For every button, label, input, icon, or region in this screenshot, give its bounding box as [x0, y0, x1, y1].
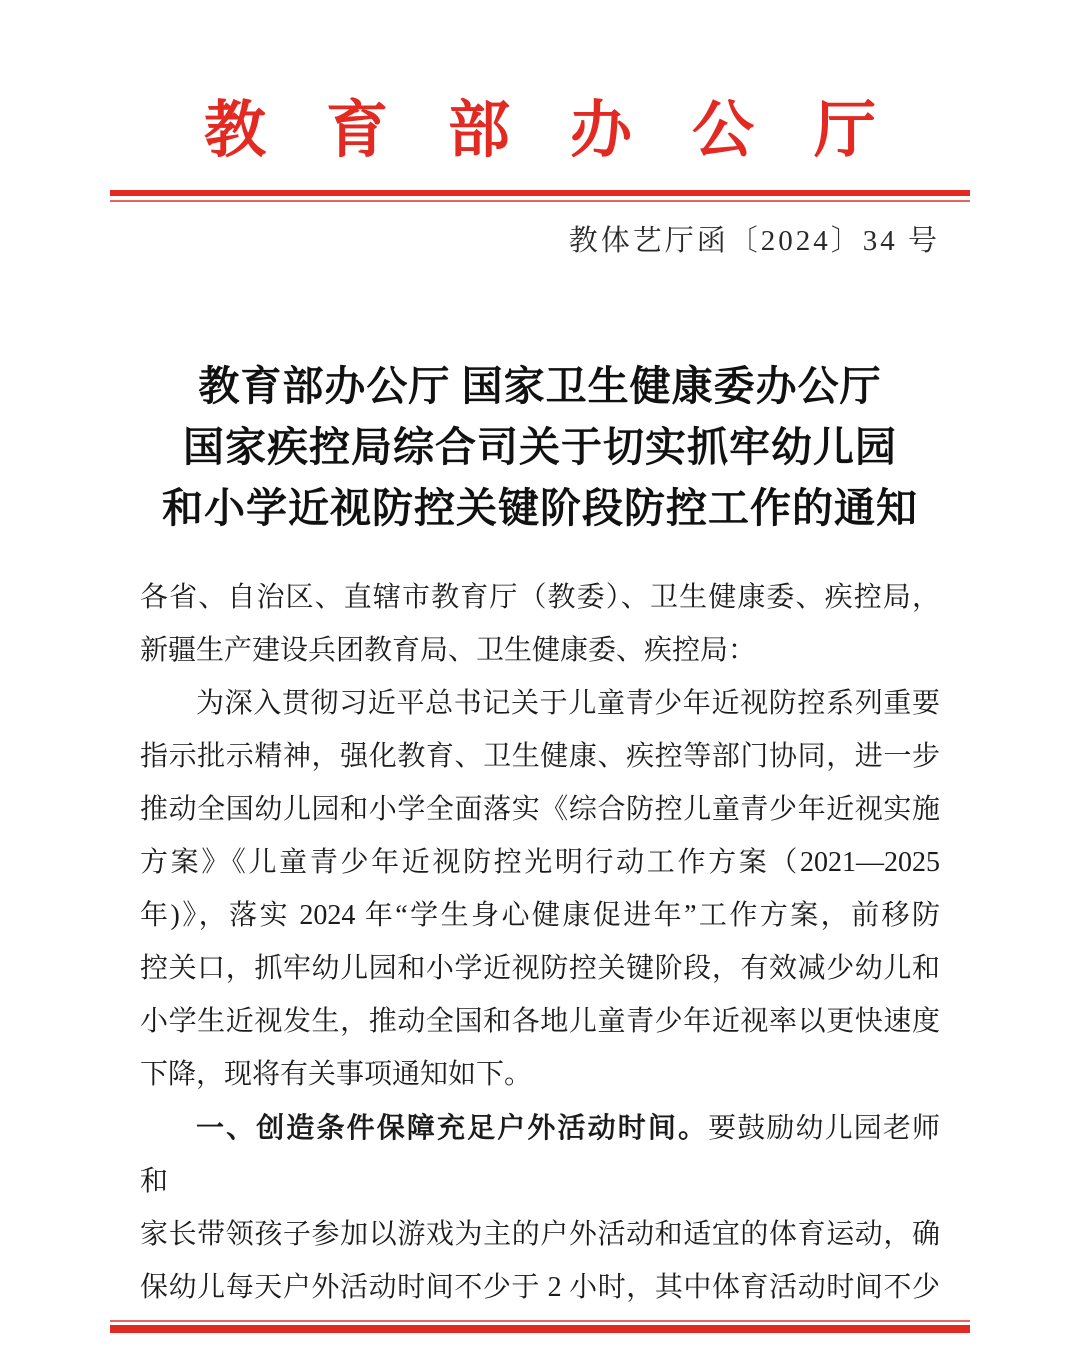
section-1-heading-line	[140, 1101, 940, 1208]
paragraph-1-line-7: 小学生近视发生，推动全国和各地儿童青少年近视率以更快速度	[140, 1006, 940, 1037]
paragraph-1-line-6: 控关口，抓牢幼儿园和小学近视防控关键阶段，有效减少幼儿和	[140, 953, 940, 984]
salutation-line-2: 新疆生产建设兵团教育局、卫生健康委、疾控局：	[140, 635, 757, 666]
header-divider	[110, 190, 970, 202]
issuing-agency-letterhead: 教育部办公厅	[203, 97, 936, 165]
header-divider-thin-line	[110, 200, 970, 202]
paragraph-1-line-8: 下降，现将有关事项通知如下。	[140, 1059, 533, 1090]
document-title-line-3: 和小学近视防控关键阶段防控工作的通知	[162, 485, 918, 531]
paragraph-1-line-1: 为深入贯彻习近平总书记关于儿童青少年近视防控系列重要	[196, 688, 940, 719]
document-title-line-1: 教育部办公厅 国家卫生健康委办公厅	[198, 363, 882, 409]
paragraph-1-line-4: 方案》《儿童青少年近视防控光明行动工作方案（2021—2025	[140, 847, 940, 878]
salutation-line-1: 各省、自治区、直辖市教育厅（教委）、卫生健康委、疾控局，	[140, 582, 940, 613]
paragraph-1-line-5: 年)》，落实 2024 年“学生身心健康促进年”工作方案，前移防	[140, 900, 940, 931]
document-body	[140, 571, 940, 1314]
document-number: 教体艺厅函〔2024〕34 号	[568, 225, 940, 257]
paragraph-1-line-3: 推动全国幼儿园和小学全面落实《综合防控儿童青少年近视实施	[140, 794, 940, 825]
section-1-line-1-rest: 要鼓励幼儿园老师和	[140, 1113, 940, 1197]
section-1-line-3: 保幼儿每天户外活动时间不少于 2 小时，其中体育活动时间不少	[140, 1272, 940, 1303]
footer-divider-thick-line	[110, 1325, 970, 1333]
document-title-line-2: 国家疾控局综合司关于切实抓牢幼儿园	[183, 424, 897, 470]
section-1-heading: 一、创造条件保障充足户外活动时间。	[196, 1112, 709, 1143]
paragraph-1-line-2: 指示批示精神，强化教育、卫生健康、疾控等部门协同，进一步	[140, 741, 940, 772]
document-title	[0, 356, 1080, 539]
footer-divider	[110, 1320, 970, 1333]
section-1-line-2: 家长带领孩子参加以游戏为主的户外活动和适宜的体育运动，确	[140, 1219, 940, 1250]
